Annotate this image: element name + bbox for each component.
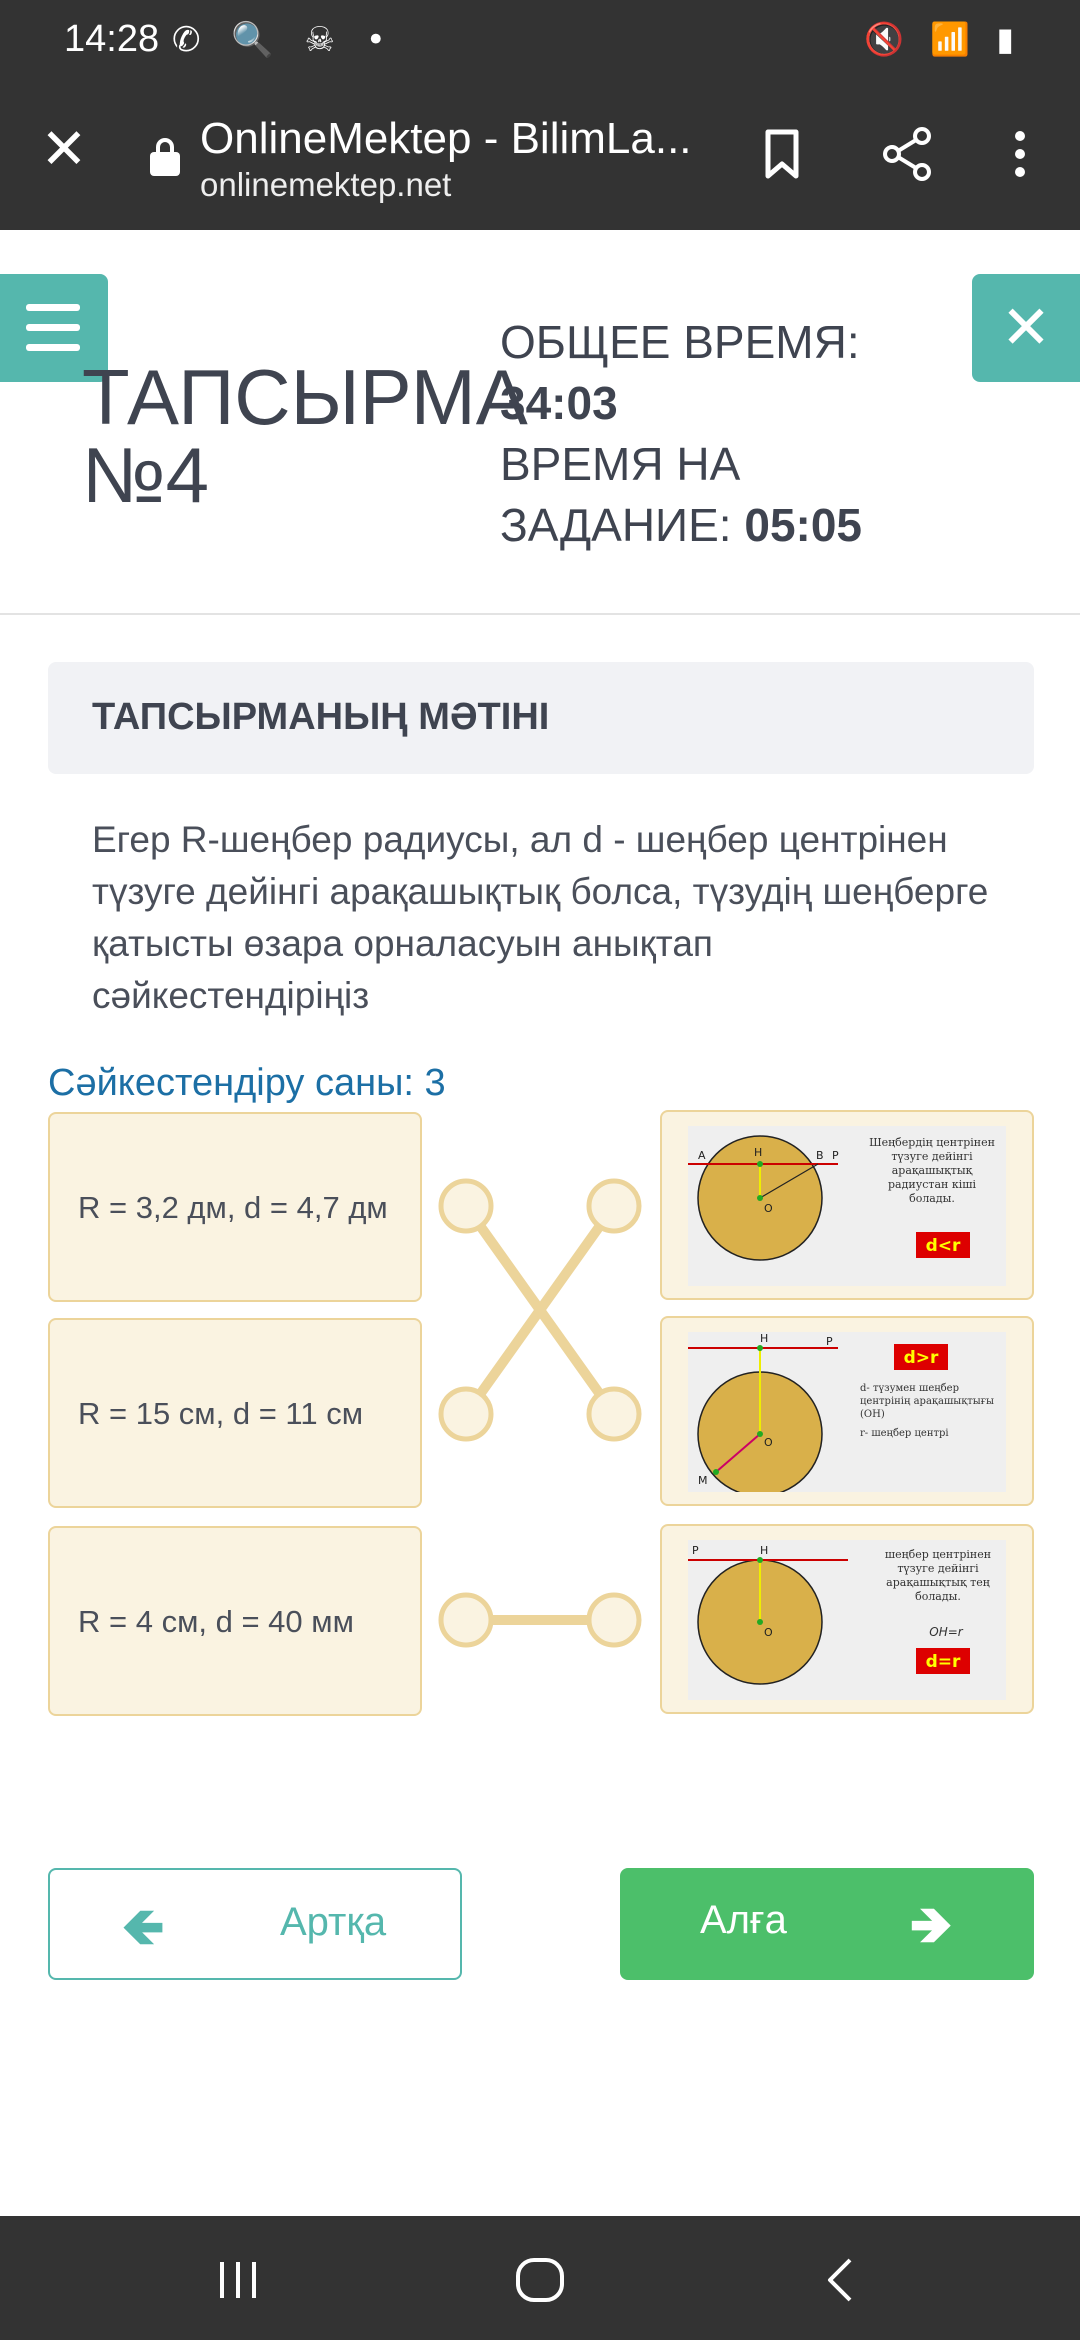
right-match-card-2[interactable] bbox=[660, 1316, 1034, 1506]
definition-text-2: r- шеңбер центрі bbox=[860, 1428, 949, 1439]
lock-icon bbox=[150, 138, 180, 176]
point-label: P bbox=[692, 1544, 699, 1557]
task-header bbox=[0, 230, 1080, 615]
question-text: Егер R-шеңбер радиусы, ал d - шеңбер центрінен түзуге дейінгі арақашықтық болса, түзудің шеңберге қатысты өзара орналасуын анықтап сәйкестендіріңіз bbox=[92, 819, 989, 1016]
task-heading-box bbox=[48, 662, 1034, 774]
page-title: OnlineMektep - BilimLa... bbox=[200, 114, 692, 163]
connector-dot[interactable] bbox=[441, 1595, 491, 1645]
formula-text: OH=r bbox=[929, 1625, 963, 1639]
rule-text: Шеңбердің центрінен түзуге дейінгі арақашықтық радиустан кіші болады. bbox=[869, 1136, 995, 1205]
forward-button-label: Алға bbox=[700, 1898, 787, 1942]
back-button-label: Артқа bbox=[280, 1900, 387, 1944]
connector-dot[interactable] bbox=[589, 1389, 639, 1439]
definition-text: d- түзумен шеңбер центрінің арақашықтығы (OH) bbox=[860, 1383, 994, 1420]
task-time-label: ВРЕМЯ НА ЗАДАНИЕ: bbox=[500, 438, 741, 551]
rule-text: шеңбер центрінен түзуге дейінгі арақашықтық тең болады. bbox=[884, 1548, 992, 1603]
notification-icons: ✆ 🔍 ☠ • bbox=[172, 20, 396, 60]
connector-dot[interactable] bbox=[589, 1181, 639, 1231]
point-label: H bbox=[754, 1146, 763, 1159]
point-label: H bbox=[760, 1544, 769, 1557]
point-label: O bbox=[764, 1626, 773, 1639]
point-label: O bbox=[764, 1436, 773, 1449]
point-label: M bbox=[698, 1474, 708, 1487]
connector-dot[interactable] bbox=[441, 1181, 491, 1231]
arrow-left-icon: 🡸 bbox=[122, 1897, 165, 1957]
right-match-card-1[interactable] bbox=[660, 1110, 1034, 1300]
point-label: H bbox=[760, 1332, 769, 1345]
left-card-label: R = 3,2 дм, d = 4,7 дм bbox=[78, 1190, 388, 1225]
connector-dot[interactable] bbox=[589, 1595, 639, 1645]
recent-apps-icon[interactable] bbox=[208, 2250, 268, 2310]
non-intersecting-diagram bbox=[688, 1332, 1006, 1492]
tangent-diagram bbox=[688, 1540, 1006, 1700]
connector-dot[interactable] bbox=[441, 1389, 491, 1439]
task-heading: ТАПСЫРМАНЫҢ МӘТІНІ bbox=[92, 696, 550, 738]
status-bar bbox=[0, 0, 1080, 84]
total-time-value: 34:03 bbox=[500, 377, 618, 429]
relation-tag: d>r bbox=[903, 1348, 939, 1368]
share-icon[interactable] bbox=[878, 124, 938, 184]
status-time: 14:28 bbox=[64, 18, 160, 60]
forward-button[interactable] bbox=[620, 1868, 1034, 1980]
left-card-label: R = 15 см, d = 11 см bbox=[78, 1396, 364, 1431]
close-button[interactable]: ✕ bbox=[972, 274, 1080, 382]
point-label: O bbox=[764, 1202, 773, 1215]
left-match-card-1[interactable] bbox=[48, 1112, 422, 1302]
task-time-value: 05:05 bbox=[744, 499, 863, 551]
system-status-icons: 🔇 📶 ▮ bbox=[864, 20, 1022, 58]
left-match-card-3[interactable] bbox=[48, 1526, 422, 1716]
home-icon[interactable] bbox=[510, 2250, 570, 2310]
arrow-right-icon: 🡺 bbox=[910, 1895, 953, 1955]
browser-toolbar bbox=[0, 84, 1080, 230]
left-card-label: R = 4 см, d = 40 мм bbox=[78, 1604, 354, 1639]
back-button[interactable] bbox=[48, 1868, 462, 1980]
system-nav-bar bbox=[0, 2216, 1080, 2340]
secant-diagram bbox=[688, 1126, 1006, 1286]
relation-tag: d<r bbox=[925, 1236, 961, 1256]
point-label: A bbox=[698, 1149, 706, 1162]
point-label: P bbox=[826, 1335, 833, 1348]
timer-block bbox=[500, 312, 920, 556]
task-title: ТАПСЫРМА №4 bbox=[82, 353, 528, 519]
match-connectors bbox=[420, 1110, 660, 1730]
point-label: P bbox=[832, 1149, 839, 1162]
bookmark-icon[interactable] bbox=[752, 124, 812, 184]
back-nav-icon[interactable] bbox=[812, 2250, 872, 2310]
relation-tag: d=r bbox=[925, 1652, 961, 1672]
total-time-label: ОБЩЕЕ ВРЕМЯ: bbox=[500, 316, 860, 368]
close-tab-icon[interactable]: ✕ bbox=[40, 117, 88, 182]
right-match-card-3[interactable] bbox=[660, 1524, 1034, 1714]
more-options-icon[interactable] bbox=[990, 124, 1050, 184]
match-count: Сәйкестендіру саны: 3 bbox=[48, 1062, 446, 1104]
left-match-card-2[interactable] bbox=[48, 1318, 422, 1508]
page-url[interactable]: onlinemektep.net bbox=[200, 166, 452, 203]
point-label: B bbox=[816, 1149, 824, 1162]
